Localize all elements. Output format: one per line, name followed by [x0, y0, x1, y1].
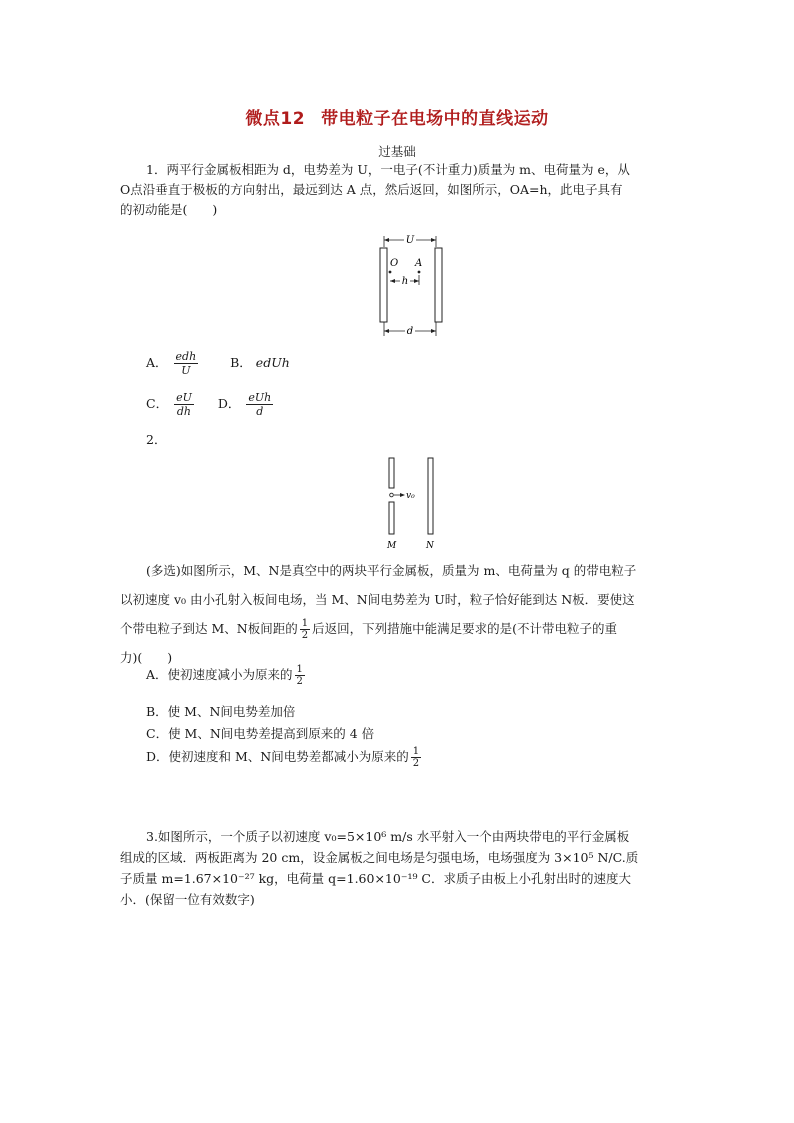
title-number: 微点12 — [245, 109, 306, 129]
q2-line-3: 个带电粒子到达 M、N板间距的 $\frac{1}{2}$ 后返回，下列措施中能满足要求的是(不计带电粒子的重 — [120, 618, 617, 641]
q2-option-a: A．使初速度减小为原来的 $\frac{1}{2}$ — [146, 664, 303, 687]
q1-label-d: d — [406, 326, 414, 337]
q2-option-b: B．使 M、N间电势差加倍 — [146, 704, 296, 719]
q2-option-c: C．使 M、N间电势差提高到原来的 4 倍 — [146, 726, 375, 741]
q2-line-2: 以初速度 v₀ 由小孔射入板间电场，当 M、N间电势差为 U时，粒子恰好能到达 N板．要使这 — [120, 592, 635, 607]
q2-line-1: (多选)如图所示，M、N是真空中的两块平行金属板，质量为 m、电荷量为 q 的带电粒子 — [146, 563, 637, 578]
q1-option-b-text: edUh — [255, 355, 290, 370]
q3-text — [120, 826, 676, 910]
q1-option-a-fraction: $\frac{\text{edh}}{U}$ — [175, 350, 197, 377]
q2-particle — [390, 493, 394, 497]
q2-text — [120, 556, 676, 672]
q1-option-c-label: C． — [146, 396, 169, 411]
q1-option-c-fraction: $\frac{eU}{dh}$ — [176, 391, 192, 418]
q2-number: 2． — [146, 432, 167, 447]
q2-label-v0: v₀ — [406, 491, 415, 501]
q1-text — [120, 160, 676, 220]
q1-point-O — [389, 271, 392, 274]
q3-line-3: 子质量 m=1.67×10⁻²⁷ kg，电荷量 q=1.60×10⁻¹⁹ C．求质子由板上小孔射出时的速度大 — [120, 871, 631, 886]
q3-line-2: 组成的区域．两板距离为 20 cm，设金属板之间电场是匀强电场，电场强度为 3×10⁵ N/C.质 — [120, 850, 639, 865]
q1-line-1: 1．两平行金属板相距为 d，电势差为 U，一电子(不计重力)质量为 m、电荷量为 e，从 — [146, 162, 630, 177]
q2-option-a-fraction: $\frac{1}{2}$ — [296, 664, 303, 687]
q1-label-O: O — [390, 258, 399, 269]
q2-figure — [378, 456, 444, 552]
q3-line-4: 小．(保留一位有效数字) — [120, 892, 255, 907]
q1-point-A — [418, 271, 421, 274]
q2-label-M: M — [387, 541, 397, 551]
q1-option-d-fraction: $\frac{\text{eUh}}{d}$ — [248, 391, 272, 418]
section-heading: 过基础 — [378, 144, 416, 159]
q3-line-1: 3.如图所示，一个质子以初速度 v₀=5×10⁶ m/s 水平射入一个由两块带电的平行金属板 — [146, 829, 630, 844]
q1-option-d-label: D． — [217, 396, 241, 411]
q1-option-a-row — [146, 350, 290, 377]
page-title — [0, 104, 794, 129]
q1-label-U: U — [405, 235, 415, 246]
q1-line-3: 的初动能是( ) — [120, 202, 218, 217]
q1-figure — [370, 230, 450, 342]
q2-option-d: D．使初速度和 M、N间电势差都减小为原来的 $\frac{1}{2}$ — [146, 746, 420, 769]
q1-option-b-label: B． — [230, 355, 252, 370]
title-text: 带电粒子在电场中的直线运动 — [321, 109, 549, 129]
q2-line-4: 力)( ) — [120, 650, 173, 665]
q1-option-c-row — [146, 391, 275, 418]
q2-half-fraction: $\frac{1}{2}$ — [301, 618, 309, 641]
q1-option-a-label: A． — [146, 355, 168, 370]
q2-option-d-fraction: $\frac{1}{2}$ — [412, 746, 420, 769]
q2-label-N: N — [426, 541, 434, 551]
q1-line-2: O点沿垂直于极板的方向射出，最远到达 A 点，然后返回，如图所示，OA=h，此电子具有 — [120, 182, 623, 197]
q1-label-A: A — [415, 258, 423, 269]
q1-label-h: h — [401, 276, 409, 287]
